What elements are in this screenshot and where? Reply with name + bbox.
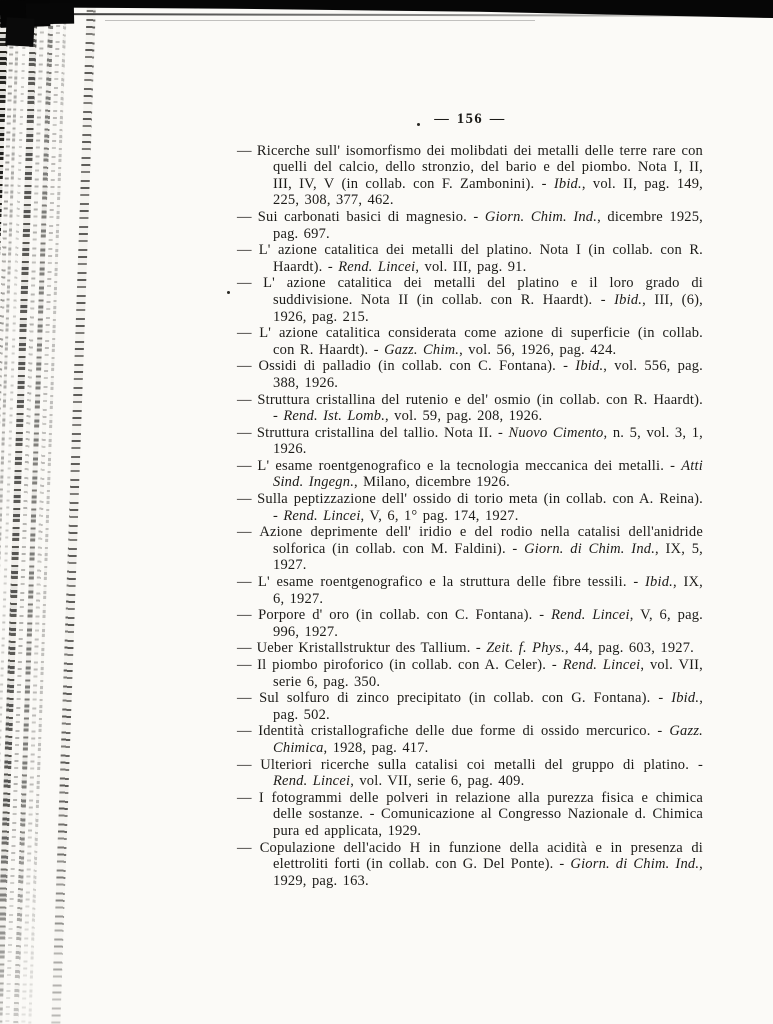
entry-dash-marker: —	[237, 640, 257, 657]
entry-dash-marker: —	[237, 457, 258, 474]
journal-name: Rend. Lincei	[551, 607, 630, 624]
journal-name: Gazz. Chimica	[273, 723, 703, 756]
entry-text: , 1928, pag. 417.	[323, 739, 429, 756]
entry-text: L' azione catalitica dei metalli del platino. Nota I (in collab. con R. Haardt). -	[258, 242, 704, 275]
entry-text: , vol. II, pag. 149, 225, 308, 377, 462.	[273, 175, 703, 209]
entry-dash-marker: —	[237, 391, 258, 408]
journal-name: Giorn. di Chim. Ind.	[570, 856, 700, 873]
entry-text: , vol. III, pag. 91.	[415, 258, 527, 275]
bibliography-entry	[237, 690, 703, 723]
scan-fade	[0, 804, 130, 1024]
journal-name: Rend. Lincei	[283, 507, 361, 524]
entry-dash-marker: —	[237, 789, 259, 806]
entry-text: , vol. 56, 1926, pag. 424.	[459, 341, 617, 358]
entry-dash-marker: —	[237, 275, 264, 292]
bibliography-entry	[237, 209, 703, 242]
entry-dash-marker: —	[237, 142, 257, 159]
entry-dash-marker: —	[237, 574, 258, 591]
journal-name: Ibid.	[575, 358, 604, 375]
entry-text: I fotogrammi delle polveri in relazione alla purezza fisica e chimica delle sostanze. - Comunicazione al Congresso Nazionale d. Chimica pura ed applicata, 1929.	[258, 789, 703, 839]
entry-text: , 1929, pag. 163.	[273, 856, 703, 889]
bibliography-entry	[237, 458, 703, 491]
entry-text: L' azione catalitica dei metalli del platino e il loro grado di suddivisione. Nota II (in collab. con R. Haardt). -	[263, 275, 704, 308]
scan-edge-line	[105, 20, 535, 21]
journal-name: Rend. Lincei	[562, 657, 641, 673]
entry-dash-marker: —	[237, 607, 259, 624]
entry-text: , pag. 502.	[273, 690, 704, 723]
entry-dash-marker: —	[237, 690, 260, 707]
entry-text: Struttura cristallina del rutenio e del' osmio (in collab. con R. Haardt). -	[257, 391, 703, 425]
entry-text: , vol. 59, pag. 208, 1926.	[385, 408, 543, 425]
entry-dash-marker: —	[237, 424, 257, 441]
journal-name: Giorn. Chim. Ind.	[484, 208, 598, 225]
entry-text: Ulteriori ricerche sulla catalisi coi metalli del gruppo di platino. -	[260, 756, 703, 773]
entry-text: , dicembre 1925, pag. 697.	[273, 208, 703, 242]
page-number: — 156 —	[434, 111, 506, 127]
journal-name: Ibid.	[645, 574, 673, 591]
entry-text: L' azione catalitica considerata come azione di superficie (in collab. con R. Haardt). -	[259, 325, 703, 358]
entry-text: Sulla peptizzazione dell' ossido di torio meta (in collab. con A. Reina). -	[257, 491, 703, 524]
entry-text: , V, 6, 1° pag. 174, 1927.	[360, 507, 519, 524]
page-content	[237, 111, 703, 889]
entry-dash-marker: —	[237, 723, 259, 740]
journal-name: Ibid.	[553, 175, 582, 192]
bibliography-entry	[237, 640, 703, 657]
scan-speck	[227, 291, 230, 294]
entry-dash-marker: —	[237, 208, 258, 225]
journal-name: Giorn. di Chim. Ind.	[524, 540, 656, 557]
journal-name: Ibid.	[671, 690, 700, 707]
bibliography-entry	[237, 757, 703, 790]
entry-text: Identità cristallografiche delle due forme di ossido mercurico. -	[258, 723, 670, 740]
entry-text: Struttura cristallina del tallio. Nota II. -	[256, 424, 509, 441]
entry-text: , V, 6, pag. 996, 1927.	[273, 607, 703, 640]
entry-text: , vol. VII, serie 6, pag. 350.	[273, 657, 704, 690]
entry-text: Ricerche sull' isomorfismo dei molibdati dei metalli delle terre rare con quelli del calcio, dello stronzio, del bario e del piombo. Nota I, II, III, IV, V (in collab. con F. Zambonini). -	[256, 142, 704, 192]
bibliography-entry	[237, 657, 703, 690]
bibliography-entry	[237, 358, 703, 391]
entry-text: , 44, pag. 603, 1927.	[565, 640, 695, 657]
bibliography-entry	[237, 790, 703, 840]
entry-dash-marker: —	[237, 839, 260, 856]
entry-text: Copulazione dell'acido H in funzione della acidità e in presenza di elettroliti forti (in collab. con G. Del Ponte). -	[259, 839, 703, 873]
entry-text: Ossidi di palladio (in collab. con C. Fontana). -	[258, 358, 576, 375]
entry-text: , Milano, dicembre 1926.	[354, 474, 510, 491]
entry-text: , III, (6), 1926, pag. 215.	[273, 291, 703, 325]
journal-name: Zeit. f. Phys.	[486, 640, 565, 657]
bibliography-entry	[237, 840, 703, 890]
journal-name: Rend. Lincei	[338, 258, 416, 275]
journal-name: Rend. Lincei	[273, 773, 351, 790]
entry-text: Il piombo piroforico (in collab. con A. Celer). -	[257, 657, 563, 673]
bibliography-entry	[237, 275, 703, 325]
journal-name: Ibid.	[614, 291, 643, 308]
bibliography-list	[237, 143, 703, 890]
entry-text: Sui carbonati basici di magnesio. -	[257, 208, 485, 225]
entry-dash-marker: —	[237, 242, 259, 259]
bibliography-entry	[237, 524, 703, 574]
bibliography-entry	[237, 143, 703, 209]
bibliography-entry	[237, 491, 703, 524]
journal-name: Nuovo Cimento	[508, 424, 604, 441]
entry-dash-marker: —	[237, 325, 260, 342]
entry-dash-marker: —	[237, 756, 261, 773]
entry-dash-marker: —	[237, 524, 260, 541]
entry-text: , IX, 5, 1927.	[273, 540, 703, 574]
journal-name: Atti Sind. Ingegn.	[273, 457, 703, 491]
bibliography-entry	[237, 607, 703, 640]
journal-name: Rend. Ist. Lomb.	[283, 408, 386, 425]
entry-text: Ueber Kristallstruktur des Tallium. -	[256, 640, 487, 657]
bibliography-entry	[237, 574, 703, 607]
entry-text: , IX, 6, 1927.	[273, 574, 703, 607]
entry-text: Sul solfuro di zinco precipitato (in collab. con G. Fontana). -	[259, 690, 672, 707]
scan-corner-blot	[5, 17, 34, 46]
entry-dash-marker: —	[237, 491, 258, 508]
entry-text: , n. 5, vol. 3, 1, 1926.	[273, 424, 704, 458]
bibliography-entry	[237, 242, 703, 275]
entry-text: L' esame roentgenografico e la struttura delle fibre tessili. -	[257, 574, 646, 591]
journal-name: Gazz. Chim.	[384, 341, 460, 358]
entry-text: Porpore d' oro (in collab. con C. Fontana). -	[258, 607, 552, 624]
entry-text: , vol. VII, serie 6, pag. 409.	[350, 773, 525, 790]
entry-text: Azione deprimente dell' iridio e del rodio nella catalisi dell'anidride solforica (in collab. con M. Faldini). -	[259, 524, 703, 557]
bibliography-entry	[237, 392, 703, 425]
entry-dash-marker: —	[237, 358, 259, 375]
entry-dash-marker: —	[237, 657, 258, 673]
bibliography-entry	[237, 325, 703, 358]
bibliography-entry	[237, 723, 703, 756]
entry-text: , vol. 556, pag. 388, 1926.	[273, 358, 703, 391]
entry-text: L' esame roentgenografico e la tecnologia meccanica dei metalli. -	[257, 457, 682, 474]
bibliography-entry	[237, 425, 703, 458]
